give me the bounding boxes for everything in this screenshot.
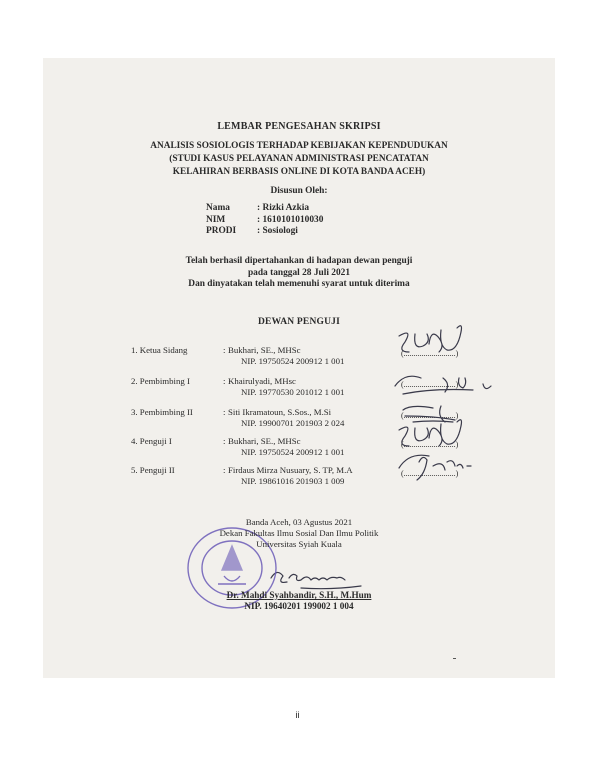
thesis-title-line: (STUDI KASUS PELAYANAN ADMINISTRASI PENCATATAN bbox=[169, 154, 429, 164]
approval-block bbox=[43, 517, 555, 550]
examiner-name: Bukhari, SE., MHSc bbox=[228, 436, 301, 446]
examiner-role: 4. Penguji I bbox=[131, 436, 172, 446]
signature-slot: (..........................) bbox=[401, 469, 459, 478]
board-heading: DEWAN PENGUJI bbox=[257, 317, 341, 327]
examiner-name: Firdaus Mirza Nusuary, S. TP, M.A bbox=[228, 465, 353, 475]
thesis-title-line: KELAHIRAN BERBASIS ONLINE DI KOTA BANDA ACEH) bbox=[172, 167, 426, 177]
signature-slot: (..........................) bbox=[401, 380, 459, 389]
examiner-role: 1. Ketua Sidang bbox=[131, 345, 188, 355]
document-title: LEMBAR PENGESAHAN SKRIPSI bbox=[217, 121, 381, 132]
scan-speck bbox=[453, 658, 456, 659]
examiner-role: 2. Pembimbing I bbox=[131, 376, 190, 386]
prepared-by: Disusun Oleh: bbox=[270, 186, 328, 196]
exam-statement-line: pada tanggal 28 Juli 2021 bbox=[247, 267, 351, 278]
signature-slot: (..........................) bbox=[401, 411, 459, 420]
student-prodi-row: PRODI : Sosiologi bbox=[206, 226, 298, 236]
page-number: ii bbox=[295, 710, 300, 720]
approval-date: Banda Aceh, 03 Agustus 2021 bbox=[245, 517, 353, 527]
thesis-title-line: ANALISIS SOSIOLOGIS TERHADAP KEBIJAKAN KEPENDUDUKAN bbox=[150, 141, 448, 151]
examiner-name: Bukhari, SE., MHSc bbox=[228, 345, 301, 355]
student-nim-row: NIM : 1610101010030 bbox=[206, 214, 324, 225]
dean-nip: NIP. 19640201 199002 1 004 bbox=[244, 601, 354, 611]
signature-slot: (..........................) bbox=[401, 440, 459, 449]
handwritten-signatures bbox=[43, 58, 555, 678]
examiner-role: 5. Penguji II bbox=[131, 465, 175, 475]
exam-statement-line: Telah berhasil dipertahankan di hadapan dewan penguji bbox=[185, 256, 413, 266]
examiner-nip: NIP. 19861016 201903 1 009 bbox=[241, 475, 345, 486]
scanned-document: LEMBAR PENGESAHAN SKRIPSI ANALISIS SOSIOLOGIS TERHADAP KEBIJAKAN KEPENDUDUKAN (STUDI KASUS PELAYANAN ADMINISTRASI PENCATATAN KELAHIRAN BERBASIS ONLINE DI KOTA BANDA ACEH) Disusun Oleh: Nama : Rizki Azkia NIM : 1610101010030 PRODI : Sosiologi Telah berhasil dipertahankan di hadapan dewan penguji pada tanggal 28 Juli 2021 Dan dinyatakan telah memenuhi syarat untuk diterima DEWAN PENGUJI 1. Ketua Sidang : Bukhari, SE., MHSc NIP. 19750524 200912 1 001 (..........................) 2. Pembimbing I : Khairulyadi, MHsc NIP. 19770530 201012 1 001 (..........................) 3. Pembimbing II : Siti Ikramatoun, S.Sos., M.Si NIP. 19900701 201903 2 024 (..........................) 4. Penguji I : Bukhari, SE., MHSc NIP. 19750524 200912 1 001 (..........................) 5. Penguji II : Firdaus Mirza Nusuary, S. TP, M.A NIP. 19861016 201903 1 009 (..........................) Banda Aceh, 03 Agustus 2021 Dekan Fakultas Ilmu Sosial Dan Ilmu Politik Universitas Syiah Kuala Dr. Mahdi Syahbandir, S.H., M.Hum NIP. 19640201 199002 1 004 bbox=[43, 58, 555, 678]
student-name-row: Nama : Rizki Azkia bbox=[206, 203, 310, 213]
examiner-role: 3. Pembimbing II bbox=[131, 407, 193, 417]
exam-statement-line: Dan dinyatakan telah memenuhi syarat untuk diterima bbox=[188, 279, 410, 289]
approval-faculty: Dekan Fakultas Ilmu Sosial Dan Ilmu Politik bbox=[219, 528, 379, 538]
examiner-nip: NIP. 19750524 200912 1 001 bbox=[241, 355, 345, 366]
examiner-nip: NIP. 19770530 201012 1 001 bbox=[241, 386, 345, 397]
examiner-name: Khairulyadi, MHsc bbox=[228, 376, 296, 386]
approval-university: Universitas Syiah Kuala bbox=[256, 539, 342, 549]
examiner-name: Siti Ikramatoun, S.Sos., M.Si bbox=[228, 407, 332, 417]
examiner-nip: NIP. 19750524 200912 1 001 bbox=[241, 446, 345, 457]
examiner-nip: NIP. 19900701 201903 2 024 bbox=[241, 417, 345, 428]
signature-slot: (..........................) bbox=[401, 349, 459, 358]
dean-name: Dr. Mahdi Syahbandir, S.H., M.Hum bbox=[226, 590, 372, 600]
